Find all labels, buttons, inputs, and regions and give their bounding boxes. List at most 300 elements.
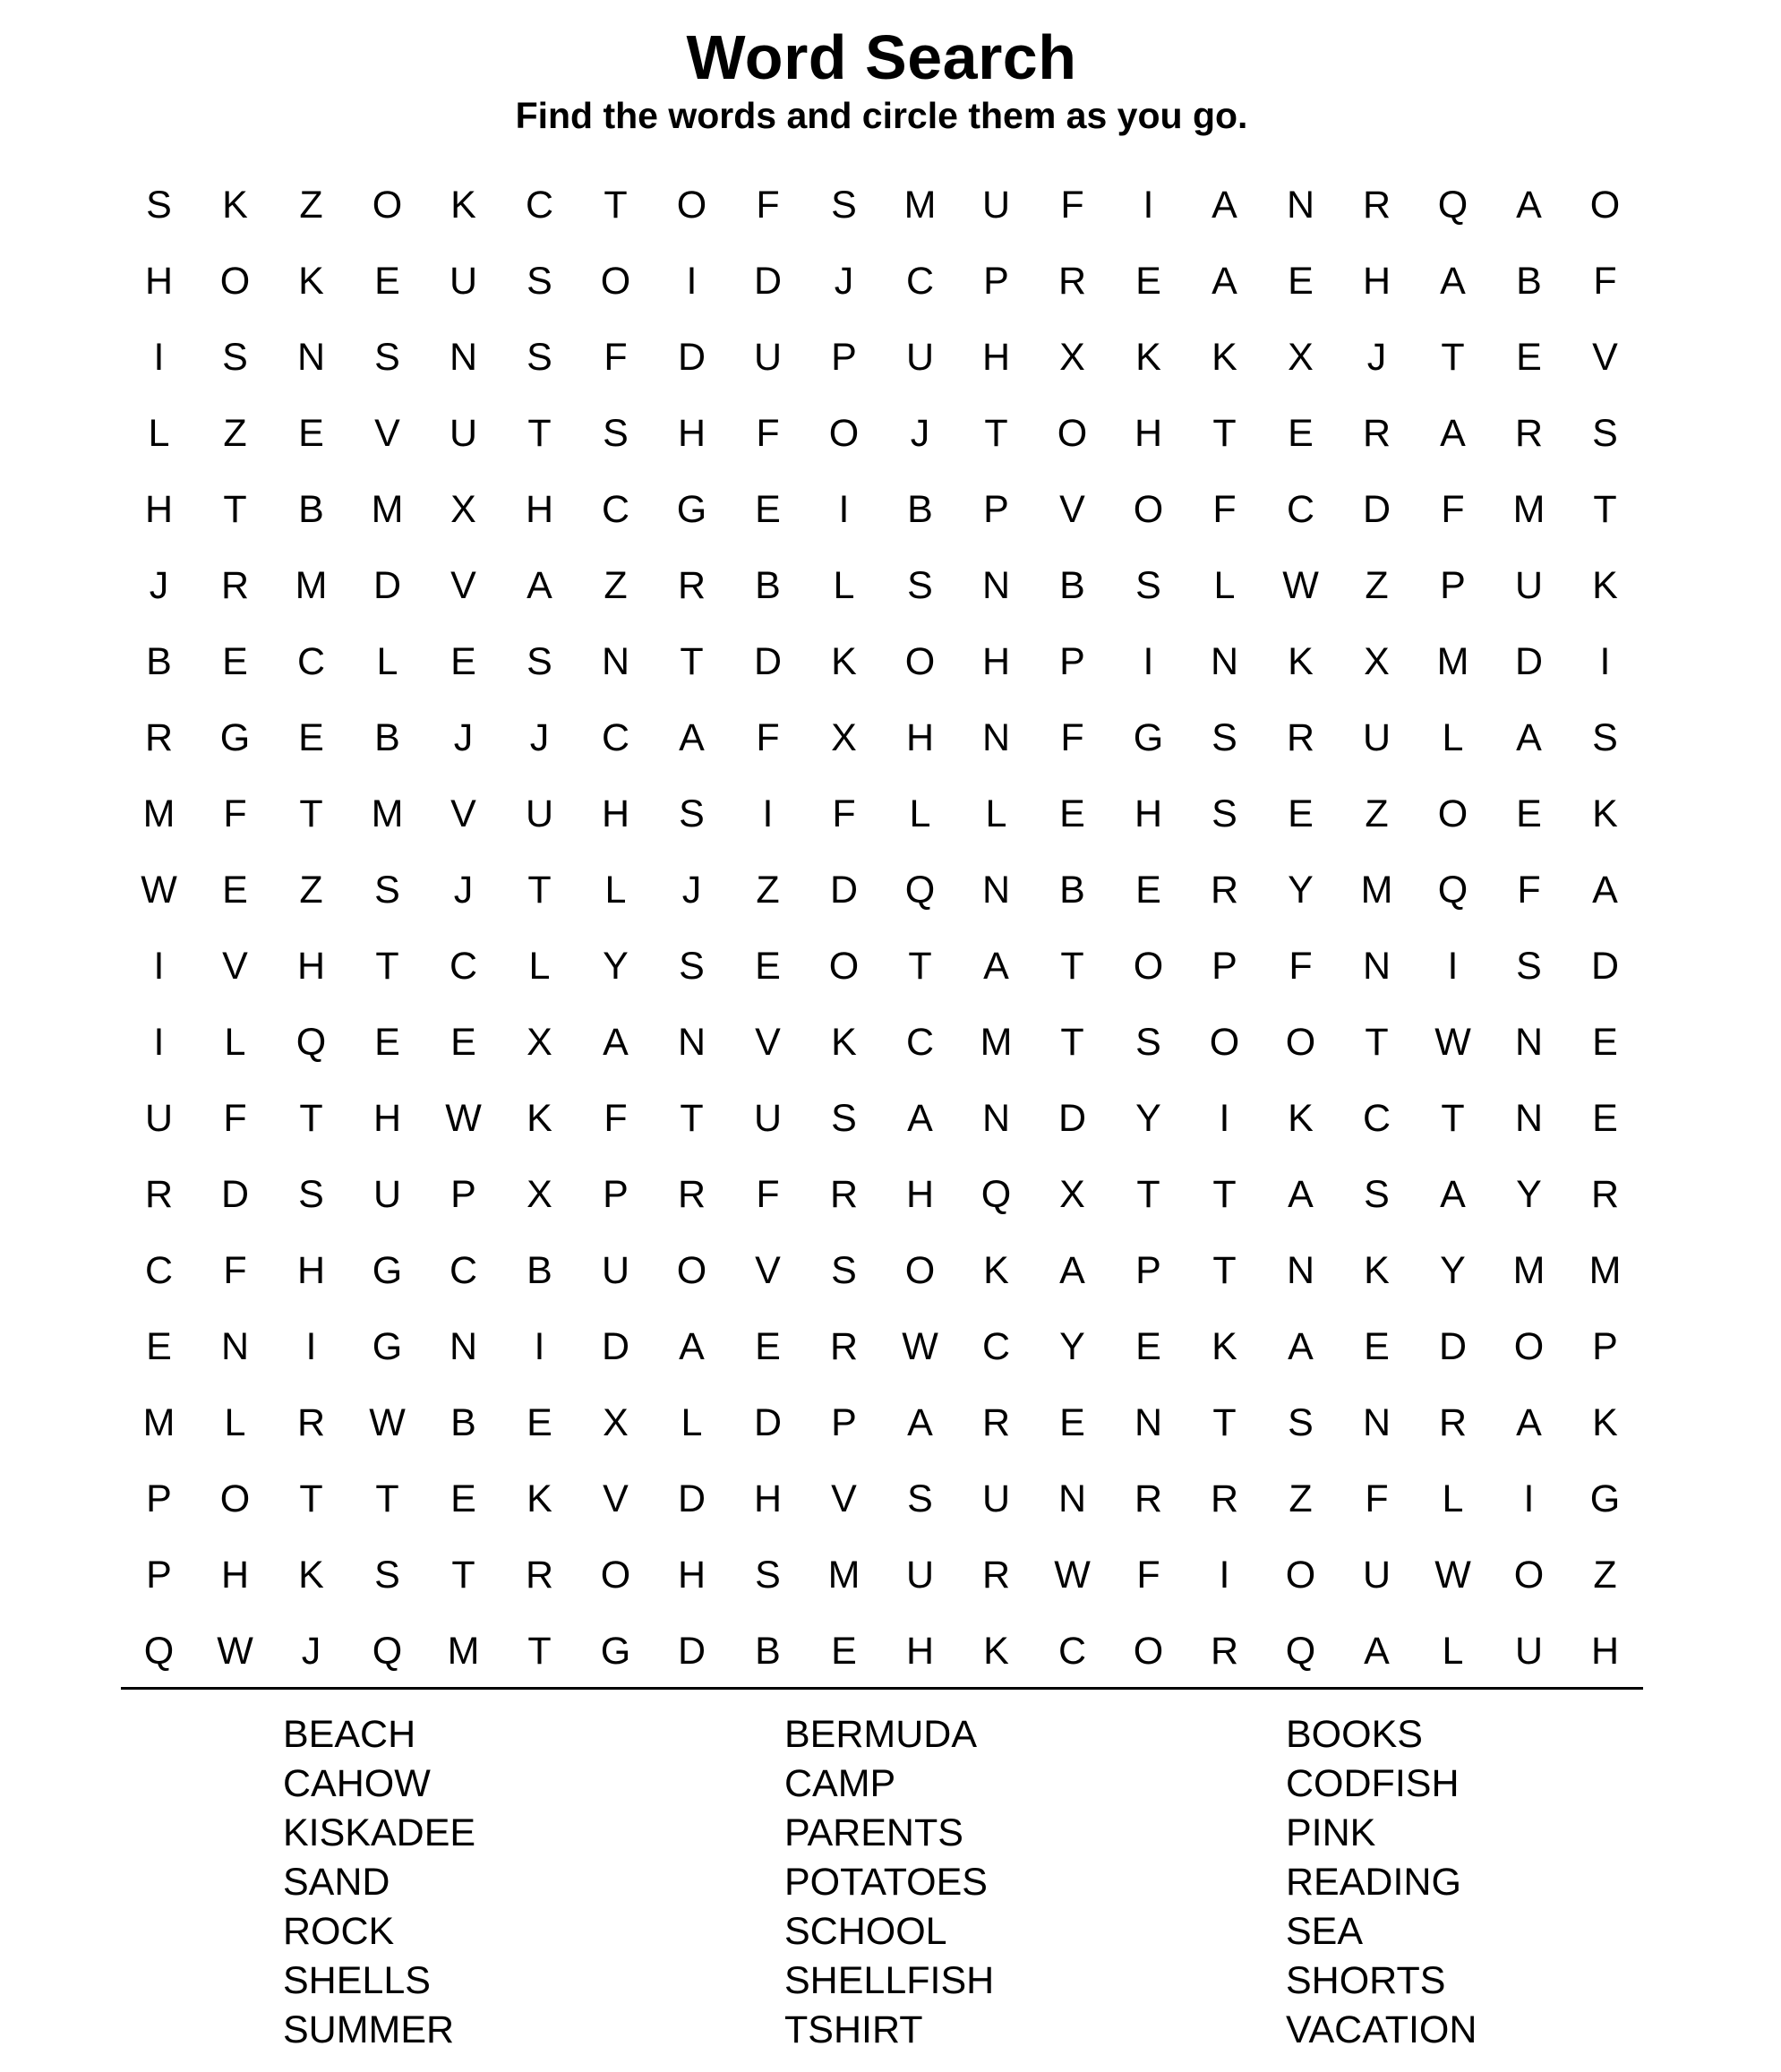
- grid-letter[interactable]: F: [832, 792, 856, 835]
- grid-letter[interactable]: X: [831, 716, 857, 759]
- grid-letter[interactable]: A: [1440, 412, 1466, 455]
- grid-letter[interactable]: T: [1212, 412, 1237, 455]
- grid-letter[interactable]: R: [1362, 412, 1391, 455]
- grid-letter[interactable]: T: [1060, 945, 1084, 988]
- grid-letter[interactable]: U: [525, 792, 554, 835]
- grid-letter[interactable]: I: [838, 488, 850, 531]
- grid-letter[interactable]: R: [829, 1325, 859, 1368]
- grid-letter[interactable]: V: [374, 412, 400, 455]
- grid-letter[interactable]: Z: [1365, 564, 1389, 607]
- grid-letter[interactable]: G: [600, 1630, 631, 1673]
- grid-letter[interactable]: K: [1288, 1097, 1314, 1140]
- grid-letter[interactable]: S: [222, 336, 248, 379]
- grid-letter[interactable]: K: [1288, 640, 1314, 683]
- grid-letter[interactable]: T: [984, 412, 1008, 455]
- grid-letter[interactable]: R: [144, 716, 174, 759]
- grid-letter[interactable]: Q: [980, 1173, 1012, 1216]
- grid-letter[interactable]: R: [1514, 412, 1544, 455]
- grid-letter[interactable]: T: [1212, 1249, 1237, 1292]
- grid-letter[interactable]: X: [1288, 336, 1314, 379]
- grid-letter[interactable]: R: [1210, 1630, 1239, 1673]
- grid-letter[interactable]: K: [450, 184, 476, 227]
- grid-letter[interactable]: I: [686, 260, 698, 303]
- grid-letter[interactable]: S: [831, 184, 857, 227]
- grid-letter[interactable]: M: [295, 564, 328, 607]
- grid-letter[interactable]: D: [1514, 640, 1544, 683]
- grid-letter[interactable]: A: [603, 1021, 629, 1064]
- grid-letter[interactable]: H: [677, 1554, 706, 1597]
- grid-letter[interactable]: C: [449, 1249, 478, 1292]
- grid-letter[interactable]: E: [374, 260, 400, 303]
- grid-letter[interactable]: U: [981, 184, 1011, 227]
- grid-letter[interactable]: H: [525, 488, 554, 531]
- grid-letter[interactable]: H: [144, 488, 174, 531]
- grid-letter[interactable]: M: [371, 488, 404, 531]
- grid-letter[interactable]: E: [146, 1325, 172, 1368]
- grid-letter[interactable]: V: [450, 564, 476, 607]
- grid-letter[interactable]: S: [907, 564, 933, 607]
- grid-letter[interactable]: G: [676, 488, 707, 531]
- grid-letter[interactable]: V: [831, 1477, 857, 1520]
- grid-letter[interactable]: T: [908, 945, 932, 988]
- grid-letter[interactable]: H: [372, 1097, 402, 1140]
- grid-letter[interactable]: S: [146, 184, 172, 227]
- grid-letter[interactable]: I: [153, 336, 165, 379]
- grid-letter[interactable]: A: [1288, 1325, 1314, 1368]
- grid-letter[interactable]: E: [1288, 792, 1314, 835]
- grid-letter[interactable]: W: [1434, 1021, 1471, 1064]
- grid-letter[interactable]: N: [1134, 1401, 1163, 1444]
- grid-letter[interactable]: F: [1212, 488, 1237, 531]
- grid-letter[interactable]: M: [1512, 488, 1546, 531]
- grid-letter[interactable]: N: [1514, 1021, 1544, 1064]
- grid-letter[interactable]: I: [153, 945, 165, 988]
- grid-letter[interactable]: E: [1059, 1401, 1085, 1444]
- grid-letter[interactable]: O: [1057, 412, 1088, 455]
- grid-letter[interactable]: K: [831, 1021, 857, 1064]
- grid-letter[interactable]: G: [1589, 1477, 1621, 1520]
- grid-letter[interactable]: H: [677, 412, 706, 455]
- grid-letter[interactable]: E: [450, 1021, 476, 1064]
- grid-letter[interactable]: L: [833, 564, 855, 607]
- grid-letter[interactable]: N: [1057, 1477, 1087, 1520]
- grid-letter[interactable]: M: [371, 792, 404, 835]
- grid-letter[interactable]: U: [449, 260, 478, 303]
- grid-letter[interactable]: Z: [1365, 792, 1389, 835]
- grid-letter[interactable]: U: [753, 336, 783, 379]
- grid-letter[interactable]: F: [223, 792, 247, 835]
- grid-letter[interactable]: S: [374, 1554, 400, 1597]
- grid-letter[interactable]: B: [1059, 564, 1085, 607]
- grid-letter[interactable]: V: [450, 792, 476, 835]
- grid-letter[interactable]: F: [1289, 945, 1313, 988]
- grid-letter[interactable]: L: [1442, 1477, 1464, 1520]
- grid-letter[interactable]: B: [1516, 260, 1542, 303]
- grid-letter[interactable]: U: [753, 1097, 783, 1140]
- grid-letter[interactable]: F: [604, 1097, 628, 1140]
- grid-letter[interactable]: E: [1135, 260, 1161, 303]
- grid-letter[interactable]: Z: [1593, 1554, 1617, 1597]
- grid-letter[interactable]: M: [1588, 1249, 1622, 1292]
- grid-letter[interactable]: J: [910, 412, 930, 455]
- grid-letter[interactable]: Q: [1437, 184, 1468, 227]
- grid-letter[interactable]: C: [905, 1021, 935, 1064]
- grid-letter[interactable]: R: [296, 1401, 326, 1444]
- grid-letter[interactable]: V: [603, 1477, 629, 1520]
- grid-letter[interactable]: Y: [603, 945, 629, 988]
- grid-letter[interactable]: S: [1212, 716, 1237, 759]
- grid-letter[interactable]: K: [1135, 336, 1161, 379]
- grid-letter[interactable]: C: [601, 716, 630, 759]
- grid-letter[interactable]: P: [983, 488, 1009, 531]
- grid-letter[interactable]: Y: [1516, 1173, 1542, 1216]
- grid-letter[interactable]: B: [1059, 869, 1085, 912]
- grid-letter[interactable]: L: [376, 640, 398, 683]
- grid-letter[interactable]: T: [527, 869, 552, 912]
- grid-letter[interactable]: R: [677, 1173, 706, 1216]
- grid-letter[interactable]: O: [1133, 488, 1164, 531]
- grid-letter[interactable]: S: [527, 336, 552, 379]
- grid-letter[interactable]: T: [375, 1477, 399, 1520]
- grid-letter[interactable]: S: [831, 1249, 857, 1292]
- grid-letter[interactable]: M: [827, 1554, 861, 1597]
- grid-letter[interactable]: I: [1523, 1477, 1535, 1520]
- grid-letter[interactable]: H: [220, 1554, 250, 1597]
- grid-letter[interactable]: C: [525, 184, 554, 227]
- grid-letter[interactable]: Q: [143, 1630, 175, 1673]
- grid-letter[interactable]: O: [1285, 1021, 1316, 1064]
- grid-letter[interactable]: I: [1599, 640, 1611, 683]
- grid-letter[interactable]: S: [1135, 1021, 1161, 1064]
- grid-letter[interactable]: K: [1592, 564, 1618, 607]
- grid-letter[interactable]: H: [981, 640, 1011, 683]
- grid-letter[interactable]: D: [753, 640, 783, 683]
- grid-letter[interactable]: U: [1362, 716, 1391, 759]
- grid-letter[interactable]: T: [375, 945, 399, 988]
- grid-letter[interactable]: R: [1134, 1477, 1163, 1520]
- grid-letter[interactable]: P: [603, 1173, 629, 1216]
- grid-letter[interactable]: J: [453, 716, 474, 759]
- grid-letter[interactable]: D: [1057, 1097, 1087, 1140]
- grid-letter[interactable]: N: [1286, 1249, 1315, 1292]
- grid-letter[interactable]: P: [983, 260, 1009, 303]
- grid-letter[interactable]: L: [224, 1401, 246, 1444]
- grid-letter[interactable]: H: [905, 716, 935, 759]
- grid-letter[interactable]: J: [149, 564, 169, 607]
- grid-letter[interactable]: J: [834, 260, 854, 303]
- grid-letter[interactable]: E: [755, 945, 781, 988]
- grid-letter[interactable]: F: [1060, 184, 1084, 227]
- grid-letter[interactable]: P: [146, 1477, 172, 1520]
- grid-letter[interactable]: O: [1437, 792, 1468, 835]
- grid-letter[interactable]: S: [831, 1097, 857, 1140]
- grid-letter[interactable]: O: [1285, 1554, 1316, 1597]
- grid-letter[interactable]: O: [904, 640, 936, 683]
- grid-letter[interactable]: T: [680, 1097, 704, 1140]
- grid-letter[interactable]: S: [755, 1554, 781, 1597]
- grid-letter[interactable]: J: [301, 1630, 321, 1673]
- grid-letter[interactable]: A: [1516, 716, 1542, 759]
- grid-letter[interactable]: N: [1362, 1401, 1391, 1444]
- grid-letter[interactable]: A: [1059, 1249, 1085, 1292]
- grid-letter[interactable]: D: [1362, 488, 1391, 531]
- grid-letter[interactable]: E: [1059, 792, 1085, 835]
- grid-letter[interactable]: R: [1590, 1173, 1620, 1216]
- grid-letter[interactable]: I: [534, 1325, 545, 1368]
- grid-letter[interactable]: C: [981, 1325, 1011, 1368]
- grid-letter[interactable]: X: [603, 1401, 629, 1444]
- grid-letter[interactable]: T: [1136, 1173, 1160, 1216]
- grid-letter[interactable]: A: [1516, 1401, 1542, 1444]
- grid-letter[interactable]: F: [1517, 869, 1541, 912]
- grid-letter[interactable]: L: [148, 412, 170, 455]
- grid-letter[interactable]: R: [1210, 1477, 1239, 1520]
- grid-letter[interactable]: B: [146, 640, 172, 683]
- grid-letter[interactable]: L: [909, 792, 931, 835]
- grid-letter[interactable]: V: [1592, 336, 1618, 379]
- grid-letter[interactable]: K: [527, 1477, 552, 1520]
- grid-letter[interactable]: I: [1219, 1097, 1230, 1140]
- grid-letter[interactable]: E: [450, 640, 476, 683]
- grid-letter[interactable]: C: [601, 488, 630, 531]
- grid-letter[interactable]: I: [1143, 184, 1154, 227]
- grid-letter[interactable]: K: [983, 1249, 1009, 1292]
- grid-letter[interactable]: S: [1516, 945, 1542, 988]
- grid-letter[interactable]: S: [907, 1477, 933, 1520]
- grid-letter[interactable]: V: [755, 1021, 781, 1064]
- grid-letter[interactable]: T: [1212, 1173, 1237, 1216]
- grid-letter[interactable]: K: [298, 260, 324, 303]
- grid-letter[interactable]: F: [604, 336, 628, 379]
- grid-letter[interactable]: E: [222, 640, 248, 683]
- grid-letter[interactable]: Z: [1289, 1477, 1313, 1520]
- grid-letter[interactable]: T: [451, 1554, 475, 1597]
- grid-letter[interactable]: S: [527, 640, 552, 683]
- grid-letter[interactable]: I: [305, 1325, 317, 1368]
- grid-letter[interactable]: N: [1210, 640, 1239, 683]
- grid-letter[interactable]: V: [222, 945, 248, 988]
- grid-letter[interactable]: M: [142, 1401, 176, 1444]
- grid-letter[interactable]: U: [601, 1249, 630, 1292]
- grid-letter[interactable]: B: [450, 1401, 476, 1444]
- grid-letter[interactable]: S: [1212, 792, 1237, 835]
- grid-letter[interactable]: A: [1440, 260, 1466, 303]
- grid-letter[interactable]: A: [679, 716, 705, 759]
- grid-letter[interactable]: D: [1590, 945, 1620, 988]
- grid-letter[interactable]: O: [904, 1249, 936, 1292]
- grid-letter[interactable]: H: [144, 260, 174, 303]
- grid-letter[interactable]: G: [372, 1249, 403, 1292]
- grid-letter[interactable]: D: [829, 869, 859, 912]
- grid-letter[interactable]: U: [449, 412, 478, 455]
- grid-letter[interactable]: M: [980, 1021, 1013, 1064]
- grid-letter[interactable]: X: [450, 488, 476, 531]
- grid-letter[interactable]: A: [1212, 260, 1237, 303]
- grid-letter[interactable]: J: [453, 869, 474, 912]
- grid-letter[interactable]: O: [828, 945, 860, 988]
- grid-letter[interactable]: C: [1286, 488, 1315, 531]
- grid-letter[interactable]: W: [141, 869, 177, 912]
- grid-letter[interactable]: T: [299, 792, 323, 835]
- grid-letter[interactable]: N: [220, 1325, 250, 1368]
- grid-letter[interactable]: Q: [1285, 1630, 1316, 1673]
- grid-letter[interactable]: Y: [1059, 1325, 1085, 1368]
- grid-letter[interactable]: F: [756, 184, 780, 227]
- grid-letter[interactable]: P: [831, 336, 857, 379]
- grid-letter[interactable]: N: [1362, 945, 1391, 988]
- grid-letter[interactable]: J: [529, 716, 550, 759]
- grid-letter[interactable]: K: [1592, 792, 1618, 835]
- grid-letter[interactable]: D: [220, 1173, 250, 1216]
- grid-letter[interactable]: P: [1440, 564, 1466, 607]
- grid-letter[interactable]: P: [1059, 640, 1085, 683]
- grid-letter[interactable]: L: [528, 945, 551, 988]
- grid-letter[interactable]: U: [981, 1477, 1011, 1520]
- grid-letter[interactable]: U: [905, 1554, 935, 1597]
- grid-letter[interactable]: R: [677, 564, 706, 607]
- grid-letter[interactable]: B: [374, 716, 400, 759]
- grid-letter[interactable]: H: [1134, 412, 1163, 455]
- grid-letter[interactable]: I: [762, 792, 774, 835]
- grid-letter[interactable]: E: [1135, 869, 1161, 912]
- grid-letter[interactable]: S: [679, 945, 705, 988]
- grid-letter[interactable]: T: [1593, 488, 1617, 531]
- grid-letter[interactable]: G: [1133, 716, 1164, 759]
- grid-letter[interactable]: D: [753, 1401, 783, 1444]
- grid-letter[interactable]: C: [144, 1249, 174, 1292]
- grid-letter[interactable]: S: [1592, 716, 1618, 759]
- grid-letter[interactable]: T: [680, 640, 704, 683]
- grid-letter[interactable]: M: [1436, 640, 1469, 683]
- grid-letter[interactable]: N: [677, 1021, 706, 1064]
- grid-letter[interactable]: F: [756, 1173, 780, 1216]
- grid-letter[interactable]: R: [1438, 1401, 1468, 1444]
- grid-letter[interactable]: R: [829, 1173, 859, 1216]
- grid-letter[interactable]: X: [527, 1021, 552, 1064]
- grid-letter[interactable]: E: [1288, 412, 1314, 455]
- grid-letter[interactable]: O: [1513, 1554, 1545, 1597]
- grid-letter[interactable]: W: [445, 1097, 482, 1140]
- grid-letter[interactable]: N: [981, 1097, 1011, 1140]
- grid-letter[interactable]: W: [1282, 564, 1319, 607]
- grid-letter[interactable]: T: [1365, 1021, 1389, 1064]
- grid-letter[interactable]: A: [527, 564, 552, 607]
- grid-letter[interactable]: A: [1592, 869, 1618, 912]
- grid-letter[interactable]: F: [1136, 1554, 1160, 1597]
- grid-letter[interactable]: W: [1054, 1554, 1091, 1597]
- grid-letter[interactable]: E: [298, 716, 324, 759]
- grid-letter[interactable]: M: [142, 792, 176, 835]
- grid-letter[interactable]: M: [1512, 1249, 1546, 1292]
- grid-letter[interactable]: Z: [299, 184, 323, 227]
- grid-letter[interactable]: Y: [1135, 1097, 1161, 1140]
- grid-letter[interactable]: D: [601, 1325, 630, 1368]
- grid-letter[interactable]: H: [905, 1630, 935, 1673]
- grid-letter[interactable]: P: [450, 1173, 476, 1216]
- grid-letter[interactable]: N: [1514, 1097, 1544, 1140]
- grid-letter[interactable]: I: [1447, 945, 1459, 988]
- grid-letter[interactable]: I: [1143, 640, 1154, 683]
- grid-letter[interactable]: T: [223, 488, 247, 531]
- grid-letter[interactable]: X: [1059, 1173, 1085, 1216]
- grid-letter[interactable]: B: [298, 488, 324, 531]
- grid-letter[interactable]: H: [1590, 1630, 1620, 1673]
- grid-letter[interactable]: S: [374, 336, 400, 379]
- grid-letter[interactable]: H: [981, 336, 1011, 379]
- grid-letter[interactable]: K: [1364, 1249, 1390, 1292]
- grid-letter[interactable]: O: [828, 412, 860, 455]
- grid-letter[interactable]: C: [449, 945, 478, 988]
- grid-letter[interactable]: R: [981, 1401, 1011, 1444]
- grid-letter[interactable]: C: [1362, 1097, 1391, 1140]
- grid-letter[interactable]: R: [1210, 869, 1239, 912]
- grid-letter[interactable]: H: [1362, 260, 1391, 303]
- grid-letter[interactable]: C: [296, 640, 326, 683]
- grid-letter[interactable]: Y: [1440, 1249, 1466, 1292]
- grid-letter[interactable]: N: [296, 336, 326, 379]
- grid-letter[interactable]: D: [753, 260, 783, 303]
- grid-letter[interactable]: T: [299, 1097, 323, 1140]
- grid-letter[interactable]: R: [981, 1554, 1011, 1597]
- grid-letter[interactable]: O: [600, 1554, 631, 1597]
- grid-letter[interactable]: O: [372, 184, 403, 227]
- grid-letter[interactable]: O: [676, 184, 707, 227]
- grid-letter[interactable]: L: [1213, 564, 1236, 607]
- grid-letter[interactable]: H: [905, 1173, 935, 1216]
- grid-letter[interactable]: E: [1364, 1325, 1390, 1368]
- grid-letter[interactable]: A: [1288, 1173, 1314, 1216]
- grid-letter[interactable]: O: [1209, 1021, 1240, 1064]
- grid-letter[interactable]: K: [1212, 336, 1237, 379]
- grid-letter[interactable]: R: [144, 1173, 174, 1216]
- grid-letter[interactable]: R: [1057, 260, 1087, 303]
- grid-letter[interactable]: F: [756, 412, 780, 455]
- grid-letter[interactable]: V: [755, 1249, 781, 1292]
- grid-letter[interactable]: D: [677, 336, 706, 379]
- grid-letter[interactable]: G: [372, 1325, 403, 1368]
- grid-letter[interactable]: B: [755, 1630, 781, 1673]
- grid-letter[interactable]: T: [1060, 1021, 1084, 1064]
- grid-letter[interactable]: A: [907, 1097, 933, 1140]
- grid-letter[interactable]: R: [1362, 184, 1391, 227]
- grid-letter[interactable]: T: [299, 1477, 323, 1520]
- grid-letter[interactable]: T: [1212, 1401, 1237, 1444]
- grid-letter[interactable]: J: [681, 869, 702, 912]
- grid-letter[interactable]: C: [905, 260, 935, 303]
- grid-letter[interactable]: A: [679, 1325, 705, 1368]
- grid-letter[interactable]: A: [1516, 184, 1542, 227]
- grid-letter[interactable]: T: [604, 184, 628, 227]
- grid-letter[interactable]: E: [1135, 1325, 1161, 1368]
- grid-letter[interactable]: N: [1286, 184, 1315, 227]
- grid-letter[interactable]: B: [527, 1249, 552, 1292]
- grid-letter[interactable]: S: [1135, 564, 1161, 607]
- grid-letter[interactable]: V: [1059, 488, 1085, 531]
- grid-letter[interactable]: H: [1134, 792, 1163, 835]
- grid-letter[interactable]: L: [604, 869, 627, 912]
- grid-letter[interactable]: Y: [1288, 869, 1314, 912]
- grid-letter[interactable]: Z: [299, 869, 323, 912]
- grid-letter[interactable]: K: [831, 640, 857, 683]
- grid-letter[interactable]: K: [298, 1554, 324, 1597]
- grid-letter[interactable]: R: [1286, 716, 1315, 759]
- grid-letter[interactable]: Q: [372, 1630, 403, 1673]
- grid-letter[interactable]: F: [1441, 488, 1465, 531]
- grid-letter[interactable]: L: [985, 792, 1007, 835]
- grid-letter[interactable]: M: [1360, 869, 1393, 912]
- grid-letter[interactable]: H: [753, 1477, 783, 1520]
- grid-letter[interactable]: I: [153, 1021, 165, 1064]
